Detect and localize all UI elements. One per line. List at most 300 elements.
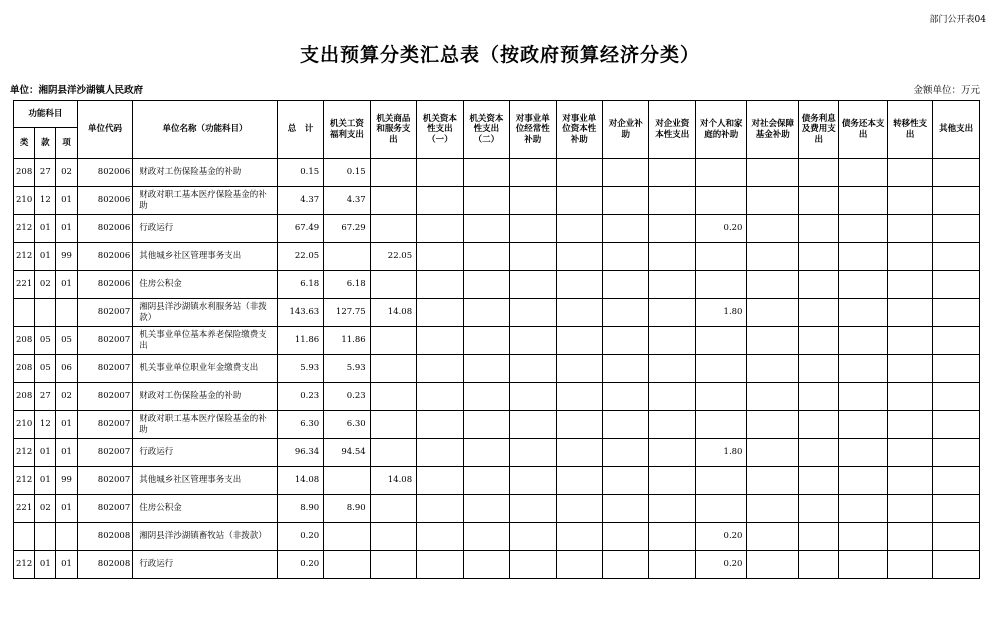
inst-capital-cell bbox=[556, 187, 602, 215]
total-cell: 8.90 bbox=[277, 495, 323, 523]
unit-name-cell: 住房公积金 bbox=[133, 495, 277, 523]
goods-services-cell bbox=[370, 551, 416, 579]
kuan-cell: 01 bbox=[35, 243, 56, 271]
debt-principal-cell bbox=[839, 243, 888, 271]
debt-interest-cell bbox=[799, 327, 839, 355]
goods-services-cell bbox=[370, 187, 416, 215]
individual-family-cell: 0.20 bbox=[695, 215, 747, 243]
social-security-cell bbox=[747, 243, 799, 271]
goods-services-cell bbox=[370, 215, 416, 243]
social-security-cell bbox=[747, 523, 799, 551]
enterprise-capital-cell bbox=[649, 495, 695, 523]
inst-capital-cell bbox=[556, 327, 602, 355]
inst-regular-cell bbox=[510, 551, 556, 579]
wage-welfare-cell: 0.23 bbox=[324, 383, 370, 411]
kuan-cell bbox=[35, 299, 56, 327]
social-security-cell bbox=[747, 551, 799, 579]
lei-cell: 212 bbox=[14, 243, 35, 271]
unit-name-cell: 机关事业单位职业年金缴费支出 bbox=[133, 355, 277, 383]
debt-principal-cell bbox=[839, 551, 888, 579]
transfer-cell bbox=[887, 299, 932, 327]
goods-services-cell bbox=[370, 495, 416, 523]
enterprise-subsidy-cell bbox=[603, 495, 649, 523]
total-cell: 6.30 bbox=[277, 411, 323, 439]
other-cell bbox=[933, 383, 980, 411]
capital-1-cell bbox=[417, 383, 463, 411]
social-security-cell bbox=[747, 159, 799, 187]
enterprise-subsidy-cell bbox=[603, 551, 649, 579]
debt-principal-cell bbox=[839, 523, 888, 551]
capital-2-cell bbox=[463, 299, 509, 327]
wage-welfare-cell: 67.29 bbox=[324, 215, 370, 243]
col-header-c4: 机关资本性支出（二） bbox=[463, 101, 509, 159]
col-header-c14: 其他支出 bbox=[933, 101, 980, 159]
func-subject-header: 功能科目 bbox=[14, 101, 78, 128]
unit-name-cell: 行政运行 bbox=[133, 439, 277, 467]
debt-principal-cell bbox=[839, 271, 888, 299]
unit-name-cell: 住房公积金 bbox=[133, 271, 277, 299]
col-header-c1: 机关工资福利支出 bbox=[324, 101, 370, 159]
other-cell bbox=[933, 243, 980, 271]
inst-capital-cell bbox=[556, 495, 602, 523]
inst-capital-cell bbox=[556, 299, 602, 327]
debt-interest-cell bbox=[799, 215, 839, 243]
lei-header: 类 bbox=[14, 128, 35, 159]
inst-regular-cell bbox=[510, 271, 556, 299]
other-cell bbox=[933, 411, 980, 439]
enterprise-capital-cell bbox=[649, 215, 695, 243]
individual-family-cell bbox=[695, 495, 747, 523]
xiang-cell: 01 bbox=[56, 411, 77, 439]
capital-1-cell bbox=[417, 215, 463, 243]
social-security-cell bbox=[747, 327, 799, 355]
goods-services-cell bbox=[370, 355, 416, 383]
goods-services-cell bbox=[370, 159, 416, 187]
individual-family-cell: 1.80 bbox=[695, 439, 747, 467]
unit-name-cell: 其他城乡社区管理事务支出 bbox=[133, 467, 277, 495]
capital-2-cell bbox=[463, 271, 509, 299]
inst-regular-cell bbox=[510, 215, 556, 243]
wage-welfare-cell: 127.75 bbox=[324, 299, 370, 327]
goods-services-cell bbox=[370, 327, 416, 355]
unit-code-cell: 802007 bbox=[77, 355, 133, 383]
other-cell bbox=[933, 271, 980, 299]
lei-cell: 210 bbox=[14, 187, 35, 215]
capital-2-cell bbox=[463, 187, 509, 215]
total-cell: 0.23 bbox=[277, 383, 323, 411]
table-row bbox=[14, 355, 980, 383]
lei-cell bbox=[14, 299, 35, 327]
total-cell: 67.49 bbox=[277, 215, 323, 243]
debt-principal-cell bbox=[839, 411, 888, 439]
wage-welfare-cell: 4.37 bbox=[324, 187, 370, 215]
kuan-cell: 12 bbox=[35, 187, 56, 215]
individual-family-cell: 0.20 bbox=[695, 551, 747, 579]
debt-principal-cell bbox=[839, 467, 888, 495]
inst-capital-cell bbox=[556, 383, 602, 411]
unit-code-cell: 802008 bbox=[77, 523, 133, 551]
unit-code-cell: 802006 bbox=[77, 187, 133, 215]
debt-interest-cell bbox=[799, 299, 839, 327]
capital-2-cell bbox=[463, 523, 509, 551]
table-row bbox=[14, 551, 980, 579]
individual-family-cell bbox=[695, 411, 747, 439]
total-cell: 5.93 bbox=[277, 355, 323, 383]
capital-2-cell bbox=[463, 327, 509, 355]
debt-principal-cell bbox=[839, 187, 888, 215]
lei-cell: 208 bbox=[14, 327, 35, 355]
other-cell bbox=[933, 187, 980, 215]
unit-code-cell: 802008 bbox=[77, 551, 133, 579]
other-cell bbox=[933, 299, 980, 327]
lei-cell: 212 bbox=[14, 551, 35, 579]
unit-code-cell: 802007 bbox=[77, 439, 133, 467]
goods-services-cell bbox=[370, 439, 416, 467]
enterprise-subsidy-cell bbox=[603, 411, 649, 439]
unit-name-cell: 财政对职工基本医疗保险基金的补助 bbox=[133, 187, 277, 215]
social-security-cell bbox=[747, 411, 799, 439]
transfer-cell bbox=[887, 467, 932, 495]
table-row bbox=[14, 187, 980, 215]
col-header-c5: 对事业单位经常性补助 bbox=[510, 101, 556, 159]
unit-code-cell: 802006 bbox=[77, 243, 133, 271]
table-row bbox=[14, 327, 980, 355]
other-cell bbox=[933, 215, 980, 243]
unit-name-cell: 其他城乡社区管理事务支出 bbox=[133, 243, 277, 271]
col-header-c11: 债务利息及费用支出 bbox=[799, 101, 839, 159]
total-cell: 4.37 bbox=[277, 187, 323, 215]
capital-1-cell bbox=[417, 467, 463, 495]
unit-name-cell: 湘阴县洋沙湖镇水利服务站（非拨款） bbox=[133, 299, 277, 327]
enterprise-capital-cell bbox=[649, 187, 695, 215]
wage-welfare-cell: 6.18 bbox=[324, 271, 370, 299]
kuan-cell: 01 bbox=[35, 467, 56, 495]
lei-cell: 208 bbox=[14, 355, 35, 383]
wage-welfare-cell: 0.15 bbox=[324, 159, 370, 187]
debt-principal-cell bbox=[839, 495, 888, 523]
unit-code-cell: 802007 bbox=[77, 411, 133, 439]
lei-cell: 210 bbox=[14, 411, 35, 439]
enterprise-subsidy-cell bbox=[603, 159, 649, 187]
unit-code-cell: 802007 bbox=[77, 383, 133, 411]
social-security-cell bbox=[747, 383, 799, 411]
table-number-label: 部门公开表04 bbox=[929, 15, 986, 25]
social-security-cell bbox=[747, 355, 799, 383]
table-row bbox=[14, 467, 980, 495]
inst-capital-cell bbox=[556, 271, 602, 299]
transfer-cell bbox=[887, 439, 932, 467]
capital-1-cell bbox=[417, 299, 463, 327]
inst-capital-cell bbox=[556, 215, 602, 243]
goods-services-cell bbox=[370, 411, 416, 439]
wage-welfare-cell bbox=[324, 243, 370, 271]
goods-services-cell: 14.08 bbox=[370, 467, 416, 495]
other-cell bbox=[933, 355, 980, 383]
inst-capital-cell bbox=[556, 159, 602, 187]
capital-1-cell bbox=[417, 551, 463, 579]
col-header-c13: 转移性支出 bbox=[887, 101, 932, 159]
kuan-cell: 02 bbox=[35, 495, 56, 523]
other-cell bbox=[933, 523, 980, 551]
enterprise-capital-cell bbox=[649, 271, 695, 299]
unit-org-label: 单位：湘阴县洋沙湖镇人民政府 bbox=[10, 85, 144, 96]
enterprise-subsidy-cell bbox=[603, 327, 649, 355]
transfer-cell bbox=[887, 243, 932, 271]
debt-interest-cell bbox=[799, 243, 839, 271]
lei-cell: 212 bbox=[14, 439, 35, 467]
individual-family-cell bbox=[695, 271, 747, 299]
capital-2-cell bbox=[463, 439, 509, 467]
debt-principal-cell bbox=[839, 327, 888, 355]
enterprise-capital-cell bbox=[649, 327, 695, 355]
capital-1-cell bbox=[417, 495, 463, 523]
social-security-cell bbox=[747, 299, 799, 327]
goods-services-cell bbox=[370, 383, 416, 411]
xiang-cell bbox=[56, 523, 77, 551]
transfer-cell bbox=[887, 187, 932, 215]
xiang-cell: 02 bbox=[56, 383, 77, 411]
total-cell: 6.18 bbox=[277, 271, 323, 299]
inst-capital-cell bbox=[556, 467, 602, 495]
goods-services-cell bbox=[370, 523, 416, 551]
wage-welfare-cell: 94.54 bbox=[324, 439, 370, 467]
capital-2-cell bbox=[463, 355, 509, 383]
social-security-cell bbox=[747, 271, 799, 299]
table-row bbox=[14, 411, 980, 439]
enterprise-capital-cell bbox=[649, 299, 695, 327]
total-cell: 0.15 bbox=[277, 159, 323, 187]
total-cell: 14.08 bbox=[277, 467, 323, 495]
kuan-cell: 05 bbox=[35, 327, 56, 355]
enterprise-subsidy-cell bbox=[603, 439, 649, 467]
inst-capital-cell bbox=[556, 551, 602, 579]
xiang-cell: 01 bbox=[56, 551, 77, 579]
individual-family-cell bbox=[695, 243, 747, 271]
page-title: 支出预算分类汇总表（按政府预算经济分类） bbox=[299, 44, 700, 66]
individual-family-cell bbox=[695, 327, 747, 355]
wage-welfare-cell bbox=[324, 467, 370, 495]
xiang-cell: 01 bbox=[56, 187, 77, 215]
total-cell: 0.20 bbox=[277, 523, 323, 551]
wage-welfare-cell bbox=[324, 551, 370, 579]
col-header-c3: 机关资本性支出（一） bbox=[417, 101, 463, 159]
individual-family-cell: 1.80 bbox=[695, 299, 747, 327]
xiang-cell: 99 bbox=[56, 467, 77, 495]
col-header-c8: 对企业资本性支出 bbox=[649, 101, 695, 159]
capital-1-cell bbox=[417, 243, 463, 271]
lei-cell: 208 bbox=[14, 383, 35, 411]
lei-cell: 221 bbox=[14, 495, 35, 523]
inst-regular-cell bbox=[510, 523, 556, 551]
capital-1-cell bbox=[417, 187, 463, 215]
inst-regular-cell bbox=[510, 495, 556, 523]
budget-table bbox=[13, 100, 980, 579]
inst-regular-cell bbox=[510, 355, 556, 383]
capital-1-cell bbox=[417, 411, 463, 439]
table-row bbox=[14, 159, 980, 187]
total-cell: 143.63 bbox=[277, 299, 323, 327]
enterprise-capital-cell bbox=[649, 159, 695, 187]
individual-family-cell bbox=[695, 383, 747, 411]
transfer-cell bbox=[887, 215, 932, 243]
kuan-cell: 27 bbox=[35, 159, 56, 187]
total-header: 总 计 bbox=[277, 101, 323, 159]
enterprise-capital-cell bbox=[649, 439, 695, 467]
goods-services-cell: 22.05 bbox=[370, 243, 416, 271]
wage-welfare-cell: 8.90 bbox=[324, 495, 370, 523]
inst-regular-cell bbox=[510, 299, 556, 327]
transfer-cell bbox=[887, 551, 932, 579]
unit-code-cell: 802006 bbox=[77, 215, 133, 243]
enterprise-capital-cell bbox=[649, 523, 695, 551]
xiang-cell: 01 bbox=[56, 439, 77, 467]
enterprise-capital-cell bbox=[649, 355, 695, 383]
unit-code-cell: 802007 bbox=[77, 299, 133, 327]
other-cell bbox=[933, 495, 980, 523]
kuan-cell: 05 bbox=[35, 355, 56, 383]
enterprise-subsidy-cell bbox=[603, 243, 649, 271]
individual-family-cell bbox=[695, 159, 747, 187]
debt-interest-cell bbox=[799, 495, 839, 523]
debt-interest-cell bbox=[799, 355, 839, 383]
other-cell bbox=[933, 551, 980, 579]
xiang-cell bbox=[56, 299, 77, 327]
unit-name-cell: 财政对职工基本医疗保险基金的补助 bbox=[133, 411, 277, 439]
transfer-cell bbox=[887, 411, 932, 439]
kuan-cell: 27 bbox=[35, 383, 56, 411]
wage-welfare-cell bbox=[324, 523, 370, 551]
unit-code-header: 单位代码 bbox=[77, 101, 133, 159]
table-row bbox=[14, 271, 980, 299]
xiang-cell: 01 bbox=[56, 495, 77, 523]
inst-regular-cell bbox=[510, 467, 556, 495]
inst-capital-cell bbox=[556, 355, 602, 383]
unit-name-cell: 行政运行 bbox=[133, 215, 277, 243]
transfer-cell bbox=[887, 495, 932, 523]
unit-name-cell: 财政对工伤保险基金的补助 bbox=[133, 383, 277, 411]
table-row bbox=[14, 439, 980, 467]
debt-principal-cell bbox=[839, 439, 888, 467]
enterprise-capital-cell bbox=[649, 467, 695, 495]
enterprise-subsidy-cell bbox=[603, 467, 649, 495]
enterprise-subsidy-cell bbox=[603, 187, 649, 215]
transfer-cell bbox=[887, 355, 932, 383]
total-cell: 96.34 bbox=[277, 439, 323, 467]
col-header-c12: 债务还本支出 bbox=[839, 101, 888, 159]
table-row bbox=[14, 299, 980, 327]
enterprise-subsidy-cell bbox=[603, 215, 649, 243]
wage-welfare-cell: 6.30 bbox=[324, 411, 370, 439]
debt-principal-cell bbox=[839, 355, 888, 383]
capital-1-cell bbox=[417, 355, 463, 383]
enterprise-subsidy-cell bbox=[603, 523, 649, 551]
col-header-c2: 机关商品和服务支出 bbox=[370, 101, 416, 159]
transfer-cell bbox=[887, 271, 932, 299]
social-security-cell bbox=[747, 495, 799, 523]
social-security-cell bbox=[747, 215, 799, 243]
unit-name-cell: 机关事业单位基本养老保险缴费支出 bbox=[133, 327, 277, 355]
individual-family-cell bbox=[695, 467, 747, 495]
goods-services-cell: 14.08 bbox=[370, 299, 416, 327]
kuan-cell: 01 bbox=[35, 215, 56, 243]
kuan-header: 款 bbox=[35, 128, 56, 159]
capital-2-cell bbox=[463, 243, 509, 271]
inst-regular-cell bbox=[510, 243, 556, 271]
wage-welfare-cell: 11.86 bbox=[324, 327, 370, 355]
wage-welfare-cell: 5.93 bbox=[324, 355, 370, 383]
col-header-c10: 对社会保障基金补助 bbox=[747, 101, 799, 159]
kuan-cell: 01 bbox=[35, 551, 56, 579]
enterprise-subsidy-cell bbox=[603, 383, 649, 411]
capital-1-cell bbox=[417, 439, 463, 467]
debt-principal-cell bbox=[839, 215, 888, 243]
table-row bbox=[14, 215, 980, 243]
xiang-header: 项 bbox=[56, 128, 77, 159]
unit-name-header: 单位名称（功能科目） bbox=[133, 101, 277, 159]
capital-1-cell bbox=[417, 159, 463, 187]
debt-principal-cell bbox=[839, 383, 888, 411]
capital-2-cell bbox=[463, 551, 509, 579]
goods-services-cell bbox=[370, 271, 416, 299]
lei-cell: 212 bbox=[14, 215, 35, 243]
xiang-cell: 01 bbox=[56, 271, 77, 299]
capital-2-cell bbox=[463, 383, 509, 411]
inst-regular-cell bbox=[510, 439, 556, 467]
xiang-cell: 06 bbox=[56, 355, 77, 383]
lei-cell bbox=[14, 523, 35, 551]
enterprise-subsidy-cell bbox=[603, 271, 649, 299]
col-header-c6: 对事业单位资本性补助 bbox=[556, 101, 602, 159]
unit-name-cell: 湘阴县洋沙湖镇畜牧站（非拨款） bbox=[133, 523, 277, 551]
kuan-cell: 12 bbox=[35, 411, 56, 439]
inst-regular-cell bbox=[510, 411, 556, 439]
other-cell bbox=[933, 159, 980, 187]
debt-interest-cell bbox=[799, 551, 839, 579]
debt-interest-cell bbox=[799, 271, 839, 299]
enterprise-subsidy-cell bbox=[603, 299, 649, 327]
table-row bbox=[14, 523, 980, 551]
total-cell: 22.05 bbox=[277, 243, 323, 271]
enterprise-subsidy-cell bbox=[603, 355, 649, 383]
social-security-cell bbox=[747, 467, 799, 495]
other-cell bbox=[933, 439, 980, 467]
amount-unit-label: 金额单位：万元 bbox=[913, 85, 980, 96]
kuan-cell: 01 bbox=[35, 439, 56, 467]
kuan-cell bbox=[35, 523, 56, 551]
individual-family-cell: 0.20 bbox=[695, 523, 747, 551]
xiang-cell: 05 bbox=[56, 327, 77, 355]
social-security-cell bbox=[747, 187, 799, 215]
inst-capital-cell bbox=[556, 411, 602, 439]
debt-interest-cell bbox=[799, 439, 839, 467]
lei-cell: 221 bbox=[14, 271, 35, 299]
transfer-cell bbox=[887, 523, 932, 551]
inst-regular-cell bbox=[510, 187, 556, 215]
lei-cell: 212 bbox=[14, 467, 35, 495]
col-header-c9: 对个人和家庭的补助 bbox=[695, 101, 747, 159]
individual-family-cell bbox=[695, 187, 747, 215]
unit-name-cell: 财政对工伤保险基金的补助 bbox=[133, 159, 277, 187]
col-header-c7: 对企业补助 bbox=[603, 101, 649, 159]
capital-2-cell bbox=[463, 215, 509, 243]
debt-principal-cell bbox=[839, 299, 888, 327]
table-row bbox=[14, 383, 980, 411]
xiang-cell: 02 bbox=[56, 159, 77, 187]
inst-regular-cell bbox=[510, 383, 556, 411]
unit-code-cell: 802006 bbox=[77, 271, 133, 299]
individual-family-cell bbox=[695, 355, 747, 383]
capital-2-cell bbox=[463, 467, 509, 495]
